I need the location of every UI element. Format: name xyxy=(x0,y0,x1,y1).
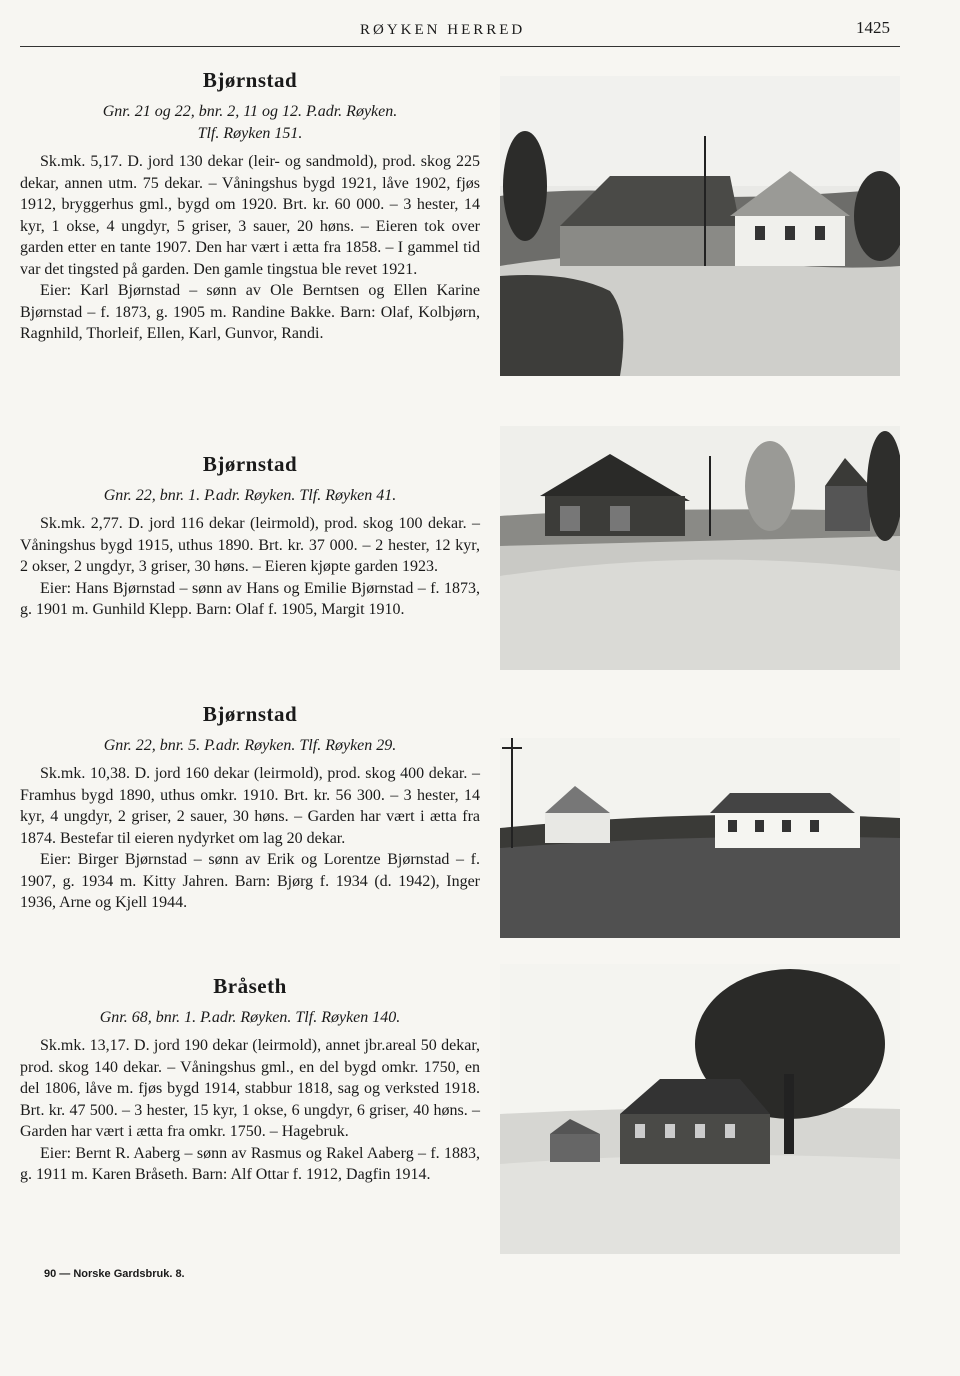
entry-title: Bråseth xyxy=(213,974,287,998)
page-header xyxy=(0,0,960,48)
farm-photo-4 xyxy=(500,964,900,1254)
entry-owner: Eier: Birger Bjørnstad – sønn av Erik og Lorentze Bjørnstad – f. 1907, g. 1934 m. Kitty Jahren. Barn: Bjørg f. 1934 (d. 1942), Inger 1936, Arne og Kjell 1944. xyxy=(20,851,480,911)
entry-meta: Gnr. 68, bnr. 1. P.adr. Røyken. Tlf. Røyken 140. xyxy=(99,1009,401,1026)
running-title: RØYKEN HERRED xyxy=(360,22,526,38)
header-rule xyxy=(20,46,900,47)
entry-body: Sk.mk. 5,17. D. jord 130 dekar (leir- og sandmold), prod. skog 225 dekar, annen utm. 75 dekar. – Våningshus bygd 1921, låve 1902, fjøs 1912, bryggerhus gml., bygd om 1920. Brt. kr. 60 000. – 3 hester, 14 kyr, 1 okse, 4 ungdyr, 5 griser, 3 sauer, 20 høns. – Eieren tok over garden etter en tante 1907. Den har vært i ætta fra 1858. – I gammel tid var det tingsted på garden. Den gamle tingstua ble revet 1921. xyxy=(20,153,480,278)
entry-owner: Eier: Karl Bjørnstad – sønn av Ole Berntsen og Ellen Karine Bjørnstad – f. 1873, g. 1905 m. Randine Bakke. Barn: Olaf, Kolbjørn, Ragnhild, Thorleif, Ellen, Karl, Gunvor, Randi. xyxy=(20,282,480,342)
farm-photo-1 xyxy=(500,76,900,376)
entry-title: Bjørnstad xyxy=(202,452,298,476)
entry-meta: Gnr. 22, bnr. 1. P.adr. Røyken. Tlf. Røyken 41. xyxy=(103,487,397,504)
entry-meta: Gnr. 21 og 22, bnr. 2, 11 og 12. P.adr. Røyken. Tlf. Røyken 151. xyxy=(102,103,398,142)
farm-photo-2-image xyxy=(500,426,900,670)
page-footer: 90 — Norske Gardsbruk. 8. xyxy=(44,1268,185,1280)
farm-photo-1-image xyxy=(500,76,900,376)
entry-bjornstad-3 xyxy=(20,702,480,914)
entry-title: Bjørnstad xyxy=(202,68,298,92)
farm-photo-2 xyxy=(500,426,900,670)
entry-owner: Eier: Bernt R. Aaberg – sønn av Rasmus og Rakel Aaberg – f. 1883, g. 1911 m. Karen Bråseth. Barn: Alf Ottar f. 1912, Dagfin 1914. xyxy=(20,1144,480,1183)
farm-photo-4-image xyxy=(500,964,900,1254)
entry-body: Sk.mk. 10,38. D. jord 160 dekar (leirmold), prod. skog 400 dekar. – Framhus bygd 1890, uthus omkr. 1910. Brt. kr. 56 300. – 3 hester, 14 kyr, 4 ungdyr, 2 griser, 2 sauer, 30 høns. – Garden har vært i ætta fra 1874. Bestefar til eieren nydyrket om lag 20 dekar. xyxy=(20,765,480,847)
page-number: 1425 xyxy=(856,18,890,37)
entry-bjornstad-2 xyxy=(20,452,480,621)
entry-braseth xyxy=(20,974,480,1186)
entry-bjornstad-1 xyxy=(20,68,480,345)
entry-title: Bjørnstad xyxy=(202,702,298,726)
entry-body: Sk.mk. 2,77. D. jord 116 dekar (leirmold), prod. skog 100 dekar. – Våningshus bygd 1915, uthus 1890. Brt. kr. 37 000. – 2 hester, 12 kyr, 2 okser, 2 ungdyr, 3 griser, 30 høns. – Eieren kjøpte garden 1923. xyxy=(20,515,480,575)
entry-meta: Gnr. 22, bnr. 5. P.adr. Røyken. Tlf. Røyken 29. xyxy=(103,737,397,754)
farm-photo-3 xyxy=(500,738,900,938)
entry-body: Sk.mk. 13,17. D. jord 190 dekar (leirmold), annet jbr.areal 50 dekar, prod. skog 140 dekar. – Våningshus gml., en del bygd omkr. 1750, en del 1806, låve m. fjøs bygd 1914, stabbur 1818, sag og verksted 1918. Brt. kr. 47 500. – 3 hester, 15 kyr, 1 okse, 6 ungdyr, 6 griser, 40 høns. – Garden har vært i ætta fra omkr. 1750. – Hagebruk. xyxy=(20,1037,480,1140)
entry-owner: Eier: Hans Bjørnstad – sønn av Hans og Emilie Bjørnstad – f. 1873, g. 1901 m. Gunhild Klepp. Barn: Olaf f. 1905, Margit 1910. xyxy=(20,579,480,618)
farm-photo-3-image xyxy=(500,738,900,938)
